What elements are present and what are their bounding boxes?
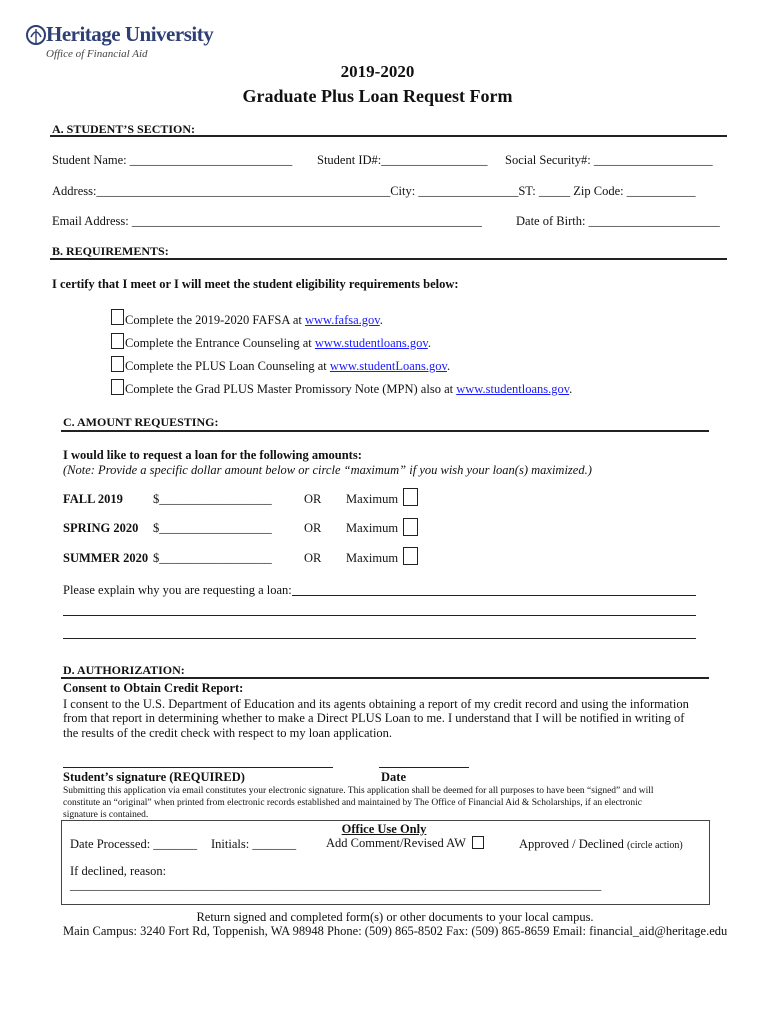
logo-emblem-icon: [26, 23, 46, 47]
term-label: SPRING 2020: [63, 521, 139, 535]
signature-label: Student’s signature (REQUIRED): [63, 770, 245, 784]
requirement-text: Complete the Grad PLUS Master Promissory Note (MPN) also at www.studentloans.gov.: [125, 382, 573, 396]
amount-note: (Note: Provide a specific dollar amount below or circle “maximum” if you wish your loan(s) maximized.): [63, 463, 592, 477]
section-a-divider: [50, 135, 727, 137]
requirement-checkbox[interactable]: [111, 356, 124, 372]
office-use-title: Office Use Only: [341, 822, 427, 836]
section-d-divider: [61, 677, 709, 679]
studentloans-link[interactable]: www.studentloans.gov: [456, 382, 570, 396]
or-label: OR: [304, 521, 322, 535]
maximum-label: Maximum: [346, 551, 399, 565]
studentloans-link[interactable]: www.studentloans.gov: [314, 336, 428, 350]
consent-title: Consent to Obtain Credit Report:: [63, 681, 244, 695]
form-year: 2019-2020: [340, 62, 415, 81]
address-field[interactable]: Address:_______________________________________________City: ________________ST: _____ Zip Code: ___________: [52, 184, 696, 198]
term-label: SUMMER 2020: [63, 551, 149, 565]
page-title: Graduate Plus Loan Request Form: [242, 86, 513, 106]
date-label: Date: [381, 770, 406, 784]
date-processed-field[interactable]: Date Processed: _______: [70, 837, 198, 851]
explain-label: Please explain why you are requesting a loan:: [63, 583, 292, 597]
amount-intro: I would like to request a loan for the following amounts:: [63, 448, 362, 462]
signature-line[interactable]: [63, 767, 333, 768]
esign-notice: Submitting this application via email constitutes your electronic signature. This application shall be deemed for all purposes to have been “signed” and will: [63, 786, 654, 796]
section-d-heading: D. AUTHORIZATION:: [63, 663, 185, 677]
maximum-checkbox[interactable]: [403, 518, 418, 536]
email-field[interactable]: Email Address: ________________________________________________________: [52, 214, 482, 228]
fafsa-link[interactable]: www.fafsa.gov: [304, 313, 380, 327]
requirement-checkbox[interactable]: [111, 379, 124, 395]
requirement-text: Complete the PLUS Loan Counseling at www.studentLoans.gov.: [125, 359, 451, 373]
add-comment-label: Add Comment/Revised AW: [326, 836, 466, 850]
or-label: OR: [304, 551, 322, 565]
approved-declined-label: Approved / Declined (circle action): [519, 837, 683, 851]
certify-statement: I certify that I meet or I will meet the student eligibility requirements below:: [52, 277, 459, 291]
amount-field[interactable]: $__________________: [153, 492, 272, 506]
maximum-label: Maximum: [346, 492, 399, 506]
section-b-heading: B. REQUIREMENTS:: [52, 244, 169, 258]
requirement-checkbox[interactable]: [111, 333, 124, 349]
logo-name: Heritage University: [46, 22, 214, 46]
requirement-checkbox[interactable]: [111, 309, 124, 325]
maximum-checkbox[interactable]: [403, 488, 418, 506]
student-name-field[interactable]: Student Name: __________________________: [52, 153, 293, 167]
student-id-field[interactable]: Student ID#:_________________: [317, 153, 488, 167]
ssn-field[interactable]: Social Security#: ___________________: [505, 153, 713, 167]
section-c-heading: C. AMOUNT REQUESTING:: [63, 415, 219, 429]
add-comment-checkbox[interactable]: [472, 836, 484, 849]
declined-reason-label: If declined, reason:: [70, 864, 167, 878]
date-line[interactable]: [379, 767, 469, 768]
explain-line[interactable]: [63, 638, 696, 639]
consent-text: the results of the credit check with respect to my loan application.: [63, 726, 393, 740]
maximum-checkbox[interactable]: [403, 547, 418, 565]
maximum-label: Maximum: [346, 521, 399, 535]
section-c-divider: [61, 430, 709, 432]
requirement-text: Complete the Entrance Counseling at www.studentloans.gov.: [125, 336, 431, 350]
section-a-heading: A. STUDENT’S SECTION:: [52, 122, 196, 136]
studentloans-link[interactable]: www.studentLoans.gov: [329, 359, 447, 373]
dob-field[interactable]: Date of Birth: _____________________: [516, 214, 720, 228]
explain-line[interactable]: [63, 615, 696, 616]
footer-return-note: Return signed and completed form(s) or other documents to your local campus.: [196, 910, 594, 924]
consent-text: I consent to the U.S. Department of Education and its agents obtaining a report of my credit record and using the information: [63, 697, 689, 711]
declined-reason-field[interactable]: _____________________________________________________________________________________: [70, 878, 602, 892]
term-label: FALL 2019: [63, 492, 123, 506]
or-label: OR: [304, 492, 322, 506]
footer-contact: Main Campus: 3240 Fort Rd, Toppenish, WA 98948 Phone: (509) 865-8502 Fax: (509) 865-8659 Email: financial_aid@heritage.edu: [63, 924, 728, 938]
esign-notice: constitute an “original” when printed from electronic records established and maintained by The Office of Financial Aid & Scholarships, if an electronic: [63, 798, 642, 808]
initials-field[interactable]: Initials: _______: [211, 837, 297, 851]
esign-notice: signature is contained.: [63, 810, 149, 820]
logo-subtitle: Office of Financial Aid: [46, 48, 148, 60]
consent-text: from that report in determining whether to make a Direct PLUS Loan to me. I understand that I will be notified in writing of: [63, 711, 685, 725]
amount-field[interactable]: $__________________: [153, 551, 272, 565]
amount-field[interactable]: $__________________: [153, 521, 272, 535]
requirement-text: Complete the 2019-2020 FAFSA at www.fafsa.gov.: [125, 313, 383, 327]
explain-line[interactable]: [292, 595, 696, 596]
section-b-divider: [50, 258, 727, 260]
